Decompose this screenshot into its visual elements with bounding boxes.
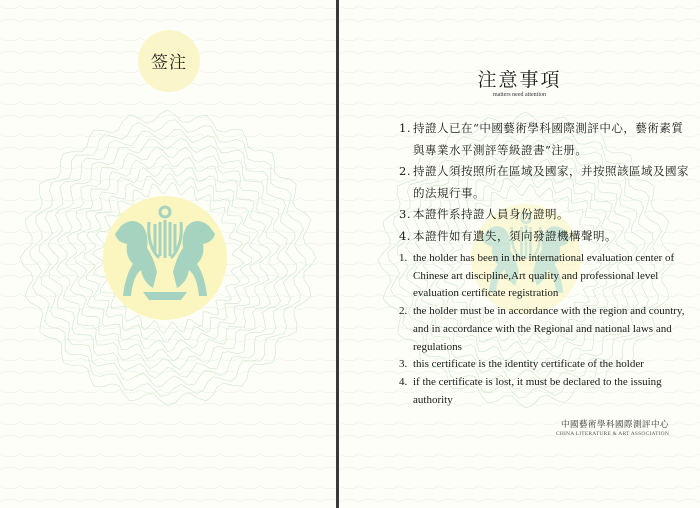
guilloche-line: [0, 454, 336, 457]
cn-item-text: 持證人已在“中國藝術學科國際測評中心，藝術素質與專業水平測評等級證書”注册。: [413, 121, 684, 157]
en-item-text: the holder must be in accordance with the region and country, and in accordance with the Regional and national laws and regulations: [413, 305, 685, 353]
guilloche-line: [339, 6, 700, 9]
en-item-text: if the certificate is lost, it must be declared to the issuing authority: [413, 375, 662, 406]
guilloche-line: [0, 102, 336, 105]
guilloche-line: [339, 38, 700, 41]
cn-item-text: 持證人須按照所在區域及國家，并按照該區域及國家的法規行事。: [413, 164, 689, 200]
list-item: 3. 本證件系持證人員身份證明。: [399, 207, 569, 221]
guilloche-line: [339, 51, 700, 54]
guilloche-line: [339, 454, 700, 457]
guilloche-line: [0, 486, 336, 489]
guilloche-line: [0, 371, 336, 374]
notice-title: 注意事項: [477, 69, 562, 91]
guilloche-line: [339, 19, 700, 22]
list-item: 2. 持證人須按照所在區域及國家，并按照該區域及國家的法規行事。: [399, 164, 689, 200]
guilloche-line: [339, 499, 700, 502]
guilloche-line: [0, 422, 336, 425]
list-item: 2. the holder must be in accordance with the region and country, and in accordance with the Regional and national laws and regulations: [399, 305, 685, 353]
guilloche-line: [339, 486, 700, 489]
notice-subtitle: matters need attention: [493, 92, 546, 98]
list-item: 3. this certificate is the identity certificate of the holder: [399, 358, 644, 371]
en-item-text: the holder has been in the international evaluation center of Chinese art discipline,Art quality and professional level evaluation certificate registration: [413, 252, 675, 300]
list-item: 4. 本證件如有遺失，須向發證機構聲明。: [399, 228, 617, 243]
list-item: 1. the holder has been in the international evaluation center of Chinese art discipline,Art quality and professional level evaluation certificate registration: [399, 252, 675, 300]
guilloche-line: [0, 435, 336, 438]
guilloche-line: [0, 6, 336, 9]
guilloche-line: [0, 499, 336, 502]
chinese-notice-list: [399, 118, 689, 247]
sign-title: 签注: [151, 53, 187, 73]
english-notice-list: [399, 250, 689, 409]
guilloche-line: [0, 19, 336, 22]
guilloche-line: [339, 467, 700, 470]
list-item: 1. 持證人已在“中國藝術學科國際測評中心，藝術素質與專業水平測評等級證書”注册。: [399, 121, 684, 157]
guilloche-line: [0, 390, 336, 393]
cn-item-text: 本證件如有遺失，須向發證機構聲明。: [413, 228, 617, 243]
issuer-name-en: CHINA LITERATURE & ART ASSOCIATION: [555, 431, 669, 437]
guilloche-line: [0, 166, 336, 169]
emblem-horses-lyre-icon: [103, 196, 227, 320]
guilloche-line: [339, 102, 700, 105]
list-item: 4. if the certificate is lost, it must be declared to the issuing authority: [399, 375, 662, 406]
left-page: [0, 0, 336, 508]
guilloche-line: [0, 115, 336, 118]
guilloche-line: [0, 467, 336, 470]
cn-item-text: 本證件系持證人員身份證明。: [413, 207, 569, 221]
right-page: [339, 0, 700, 508]
issuer-name-cn: 中國藝術學科國際測評中心: [560, 420, 669, 430]
en-item-text: this certificate is the identity certificate of the holder: [413, 358, 644, 371]
